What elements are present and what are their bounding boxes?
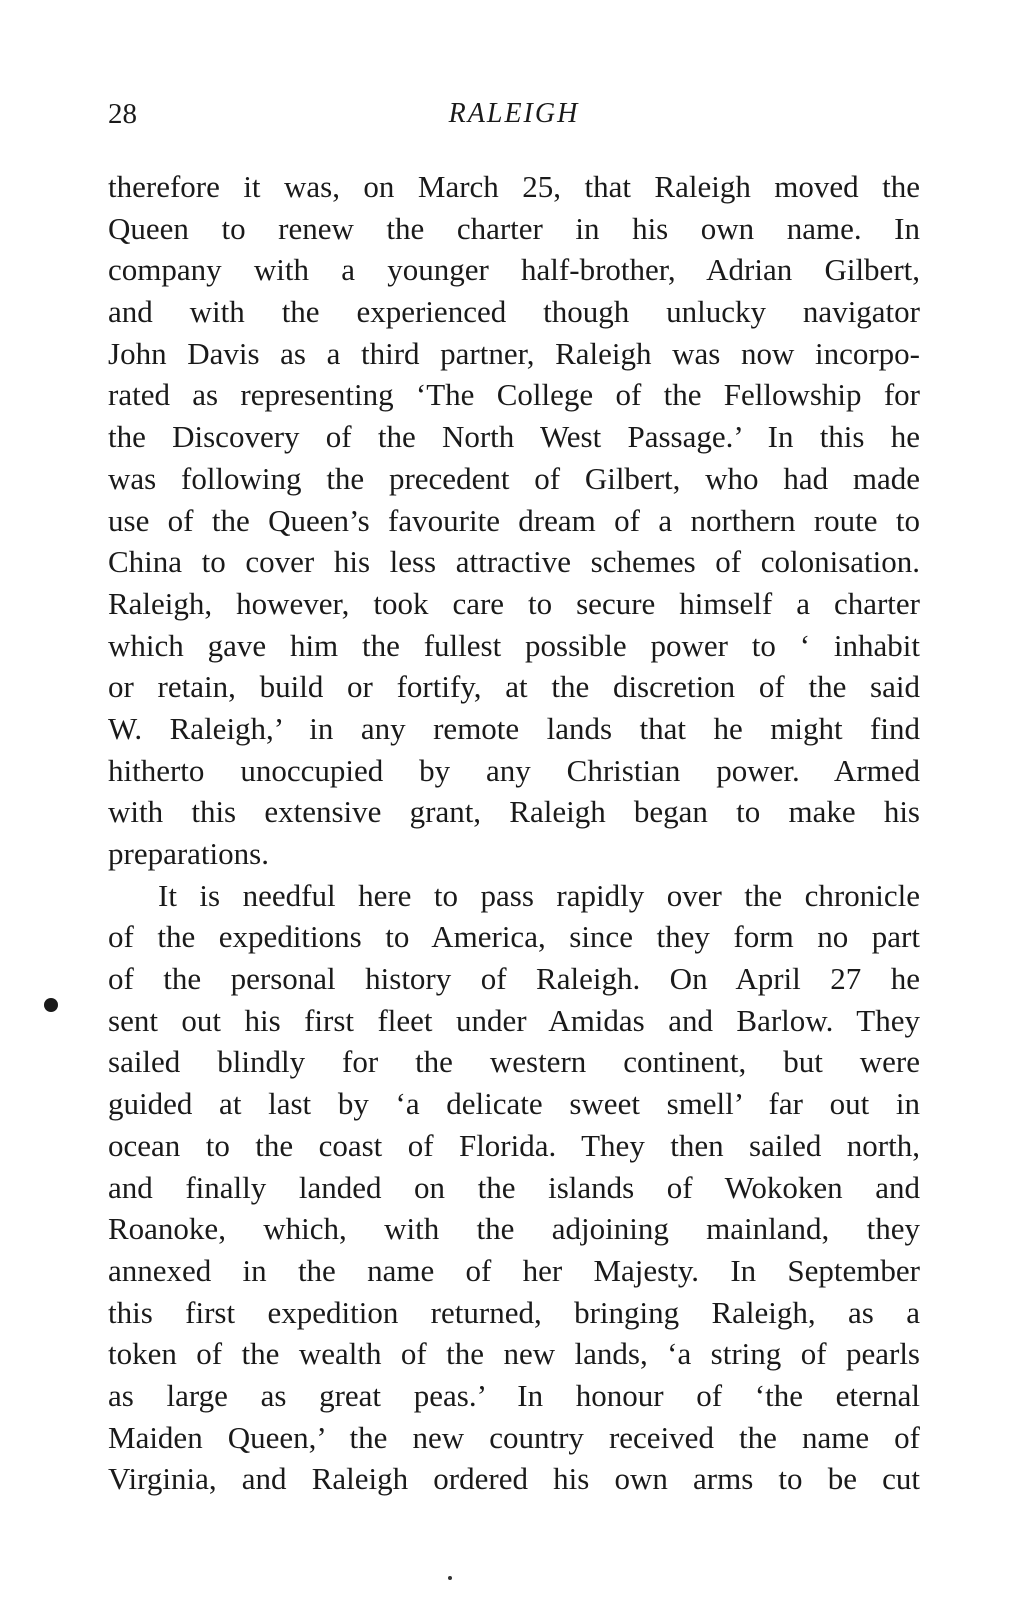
text-line: company with a younger half-brother, Adrian Gilbert, <box>108 252 920 288</box>
text-line: token of the wealth of the new lands, ‘a string of pearls <box>108 1336 920 1372</box>
page-number: 28 <box>108 98 137 130</box>
text-line: and with the experienced though unlucky navigator <box>108 294 920 330</box>
text-line: Roanoke, which, with the adjoining mainland, they <box>108 1211 920 1247</box>
text-line: ocean to the coast of Florida. They then sailed north, <box>108 1127 920 1163</box>
text-line: sailed blindly for the western continent, but were <box>108 1044 920 1080</box>
text-line: It is needful here to pass rapidly over the chronicle <box>158 877 920 913</box>
running-head: RALEIGH <box>448 98 580 129</box>
text-line: Raleigh, however, took care to secure himself a charter <box>108 585 920 621</box>
text-line: guided at last by ‘a delicate sweet smell’ far out in <box>108 1086 920 1122</box>
text-line: which gave him the fullest possible power to ‘ inhabit <box>108 627 920 663</box>
text-line: was following the precedent of Gilbert, who had made <box>108 460 920 496</box>
ink-dot-mark <box>448 1576 452 1580</box>
text-line: Maiden Queen,’ the new country received the name of <box>108 1419 920 1455</box>
text-line: the Discovery of the North West Passage.’ In this he <box>108 419 920 455</box>
text-line: as large as great peas.’ In honour of ‘the eternal <box>108 1377 920 1413</box>
text-line: Virginia, and Raleigh ordered his own arms to be cut <box>108 1461 920 1497</box>
paragraph <box>108 166 920 875</box>
text-line: therefore it was, on March 25, that Raleigh moved the <box>108 169 920 204</box>
text-line: rated as representing ‘The College of the Fellowship for <box>108 377 920 413</box>
text-line: China to cover his less attractive schemes of colonisation. <box>108 544 920 580</box>
text-line: preparations. <box>108 836 269 871</box>
text-line: of the personal history of Raleigh. On April 27 he <box>108 961 920 997</box>
page-header <box>108 96 920 136</box>
text-line: with this extensive grant, Raleigh began to make his <box>108 794 920 830</box>
text-line: sent out his first fleet under Amidas and Barlow. They <box>108 1002 920 1038</box>
ink-blot-mark <box>44 998 58 1012</box>
text-line: hitherto unoccupied by any Christian power. Armed <box>108 752 920 788</box>
text-line: of the expeditions to America, since they form no part <box>108 919 920 955</box>
text-line: John Davis as a third partner, Raleigh was now incorpo- <box>108 335 920 371</box>
text-line: Queen to renew the charter in his own name. In <box>108 210 920 246</box>
text-line: use of the Queen’s favourite dream of a northern route to <box>108 502 920 538</box>
paragraph <box>108 875 920 1500</box>
body-text <box>108 166 920 1500</box>
text-line: or retain, build or fortify, at the discretion of the said <box>108 669 920 705</box>
text-line: annexed in the name of her Majesty. In September <box>108 1252 920 1288</box>
text-line: and finally landed on the islands of Wokoken and <box>108 1169 920 1205</box>
text-line: W. Raleigh,’ in any remote lands that he might find <box>108 710 920 746</box>
text-line: this first expedition returned, bringing Raleigh, as a <box>108 1294 920 1330</box>
